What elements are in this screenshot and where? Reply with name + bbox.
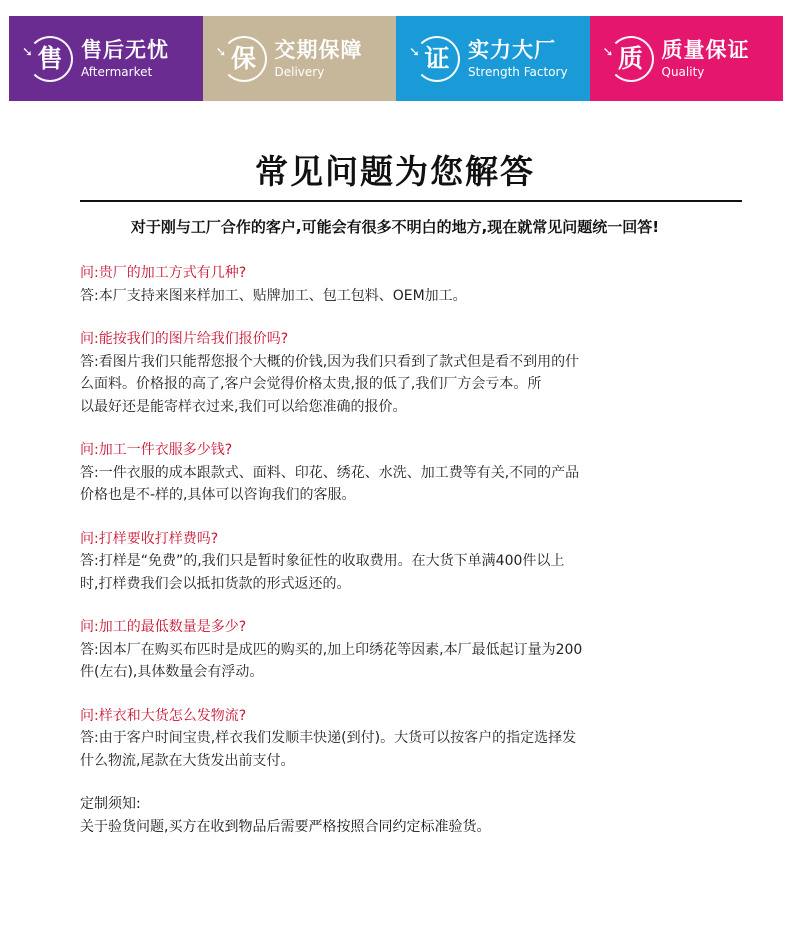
page-title: 常见问题为您解答: [255, 152, 535, 191]
faq-item: [80, 528, 700, 596]
banner-tile-quality: [590, 16, 784, 101]
faq-list: [80, 262, 700, 838]
refresh-arrow-icon: ➘: [22, 44, 33, 60]
service-banner: [9, 16, 783, 101]
refresh-arrow-icon: ➘: [602, 44, 614, 60]
faq-answer-line: 答:由于客户时间宝贵,样衣我们发顺丰快递(到付)。大货可以按客户的指定选择发: [80, 730, 577, 746]
badge-char: 质: [617, 44, 643, 73]
notice-title: 定制须知:: [80, 796, 141, 812]
faq-answer-line: 答:打样是“免费”的,我们只是暂时象征性的收取费用。在大货下单满400件以上: [80, 553, 565, 569]
banner-subtitle: Quality: [661, 64, 705, 79]
refresh-arrow-icon: ➘: [409, 44, 420, 60]
banner-subtitle: Aftermarket: [81, 64, 153, 79]
faq-answer-line: 什么物流,尾款在大货发出前支付。: [80, 752, 295, 769]
faq-item: [80, 705, 700, 773]
banner-title: 售后无忧: [81, 37, 169, 62]
faq-answer-line: 答:本厂支持来图来样加工、贴牌加工、包工包料、OEM加工。: [80, 287, 467, 304]
faq-item: [80, 328, 700, 418]
banner-tile-delivery: [203, 16, 397, 101]
faq-question: 问:能按我们的图片给我们报价吗?: [80, 331, 289, 347]
faq-answer-line: 时,打样费我们会以抵扣货款的形式返还的。: [80, 575, 351, 592]
refresh-arrow-icon: ➘: [215, 44, 227, 60]
faq-question: 问:加工一件衣服多少钱?: [80, 442, 233, 458]
banner-title: 交期保障: [274, 37, 363, 62]
faq-answer-line: 价格也是不-样的,具体可以咨询我们的客服。: [80, 487, 356, 503]
faq-answer-line: 答:因本厂在购买布匹时是成匹的购买的,加上印绣花等因素,本厂最低起订量为200: [80, 641, 583, 658]
banner-subtitle: Delivery: [274, 64, 325, 79]
delivery-seal-icon: [215, 36, 267, 82]
quality-seal-icon: [602, 36, 654, 82]
banner-title: 实力大厂: [468, 37, 556, 62]
faq-question: 问:样衣和大货怎么发物流?: [80, 707, 247, 724]
faq-question: 问:加工的最低数量是多少?: [80, 619, 247, 635]
banner-tile-strength-factory: [396, 16, 590, 101]
faq-answer-line: 件(左右),具体数量会有浮动。: [80, 664, 264, 680]
banner-title: 质量保证: [661, 37, 750, 62]
aftermarket-seal-icon: [22, 36, 73, 82]
badge-char: 售: [37, 44, 63, 73]
faq-item: [80, 616, 700, 684]
badge-char: 保: [230, 44, 256, 73]
banner-subtitle: Strength Factory: [468, 64, 568, 79]
title-divider: [80, 200, 742, 202]
faq-question: 问:打样要收打样费吗?: [80, 530, 219, 547]
faq-answer-line: 么面料。价格报的高了,客户会觉得价格太贵,报的低了,我们厂方会亏本。所: [80, 376, 542, 392]
intro-text: 对于刚与工厂合作的客户,可能会有很多不明白的地方,现在就常见问题统一回答!: [130, 218, 660, 236]
certificate-seal-icon: [409, 36, 460, 82]
faq-answer-line: 以最好还是能寄样衣过来,我们可以给您准确的报价。: [80, 398, 407, 415]
faq-answer-line: 答:一件衣服的成本跟款式、面料、印花、绣花、水洗、加工费等有关,不同的产品: [80, 464, 580, 481]
banner-tile-aftermarket: [9, 16, 203, 101]
faq-item: [80, 439, 700, 507]
faq-question: 问:贵厂的加工方式有几种?: [80, 265, 247, 281]
notice-text: 关于验货问题,买方在收到物品后需要严格按照合同约定标准验货。: [80, 818, 491, 835]
faq-answer-line: 答:看图片我们只能帮您报个大概的价钱,因为我们只看到了款式但是看不到用的什: [80, 353, 580, 370]
custom-notice: [80, 793, 700, 838]
faq-item: [80, 262, 700, 307]
badge-char: 证: [424, 44, 450, 73]
